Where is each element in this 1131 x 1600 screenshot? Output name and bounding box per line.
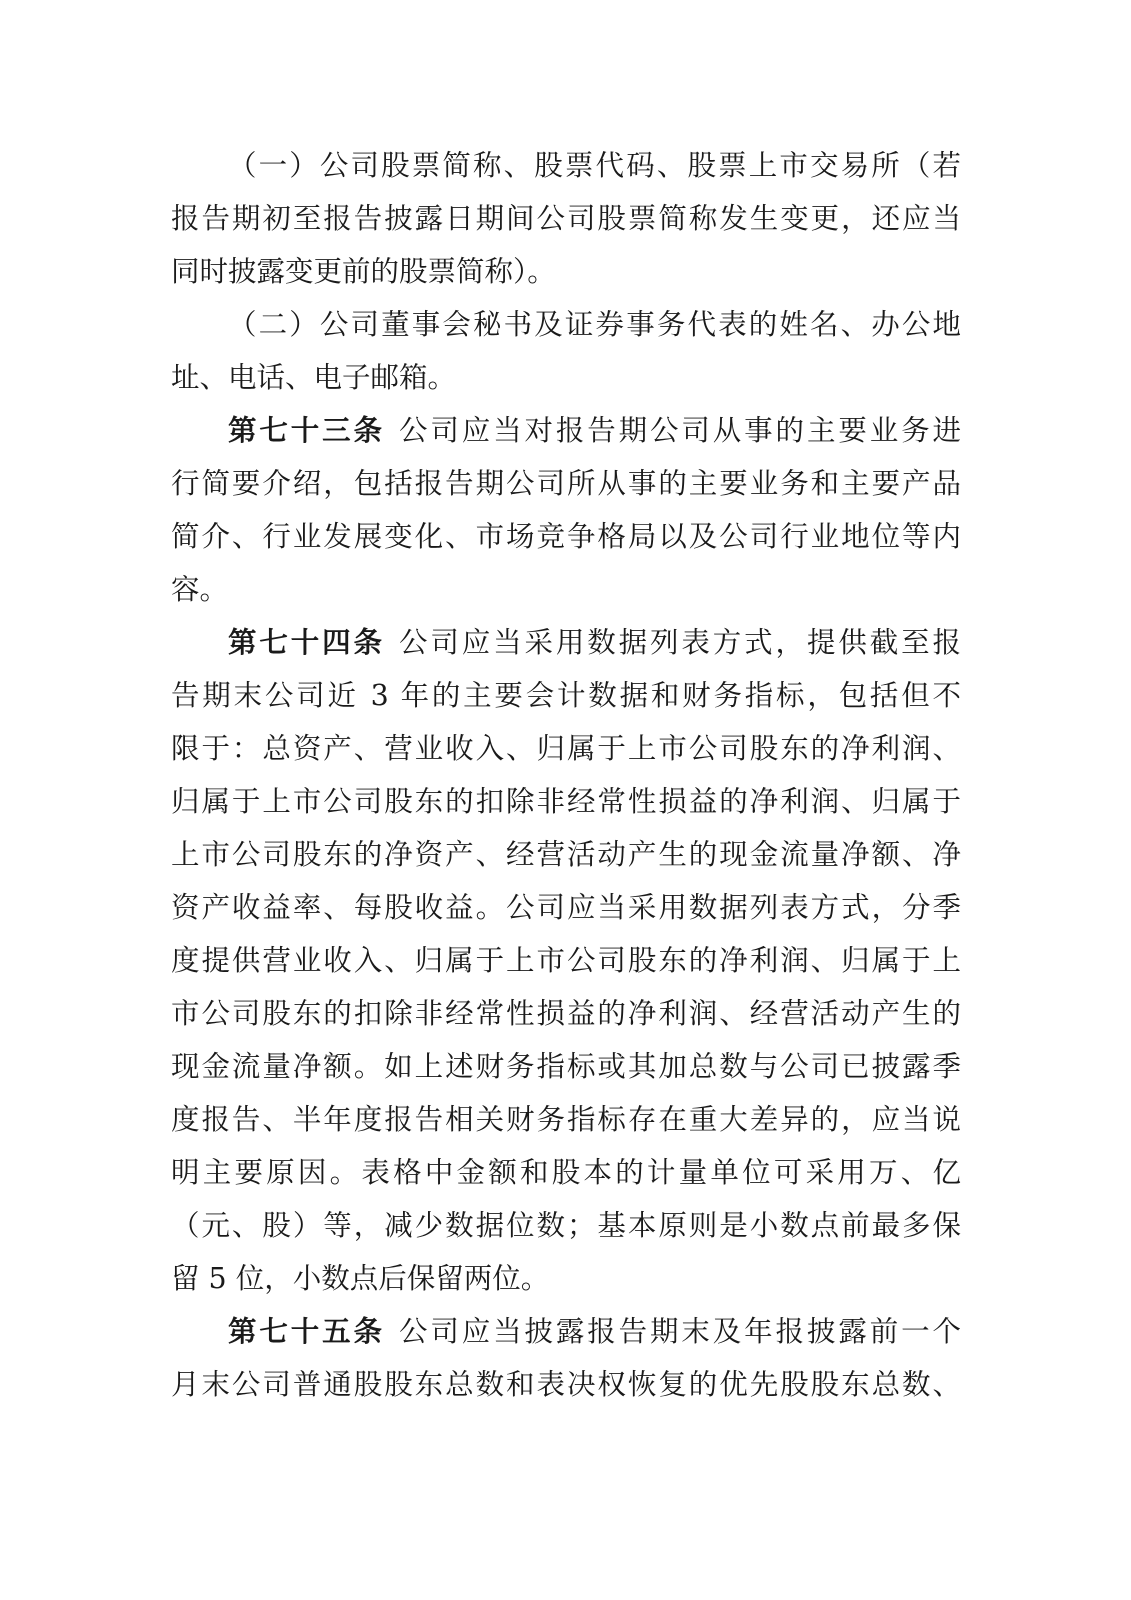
paragraph-1-line-1: （一）公司股票简称、股票代码、股票上市交易所（若 (228, 149, 961, 182)
article-74-heading: 第七十四条 (228, 626, 385, 659)
article-73-line-3: 简介、行业发展变化、市场竞争格局以及公司行业地位等内 (171, 520, 961, 553)
article-74-line-3: 限于：总资产、营业收入、归属于上市公司股东的净利润、 (171, 732, 961, 765)
article-73-line-4: 容。 (171, 573, 229, 606)
article-74-line-5: 上市公司股东的净资产、经营活动产生的现金流量净额、净 (171, 838, 961, 871)
article-74-line-9: 现金流量净额。如上述财务指标或其加总数与公司已披露季 (171, 1050, 961, 1083)
article-75-text: 公司应当披露报告期末及年报披露前一个 (398, 1315, 961, 1348)
article-74-line-13: 留 5 位，小数点后保留两位。 (171, 1262, 550, 1295)
paragraph-2-line-1: （二）公司董事会秘书及证券事务代表的姓名、办公地 (228, 308, 961, 341)
article-74-text: 公司应当采用数据列表方式，提供截至报 (398, 626, 961, 659)
article-73-heading: 第七十三条 (228, 414, 385, 447)
paragraph-2-line-2: 址、电话、电子邮箱。 (171, 361, 457, 394)
article-75-line-2: 月末公司普通股股东总数和表决权恢复的优先股股东总数、 (171, 1368, 961, 1401)
article-74-line-2: 告期末公司近 3 年的主要会计数据和财务指标，包括但不 (171, 679, 961, 712)
article-74-line-1 (228, 621, 961, 665)
paragraph-1-line-3: 同时披露变更前的股票简称）。 (171, 255, 556, 288)
article-74-line-4: 归属于上市公司股东的扣除非经常性损益的净利润、归属于 (171, 785, 961, 818)
article-75-heading: 第七十五条 (228, 1315, 385, 1348)
article-74-line-6: 资产收益率、每股收益。公司应当采用数据列表方式，分季 (171, 891, 961, 924)
article-74-line-8: 市公司股东的扣除非经常性损益的净利润、经营活动产生的 (171, 997, 961, 1030)
article-74-line-7: 度提供营业收入、归属于上市公司股东的净利润、归属于上 (171, 944, 961, 977)
article-74-line-11: 明主要原因。表格中金额和股本的计量单位可采用万、亿 (171, 1156, 961, 1189)
article-75-line-1 (228, 1310, 961, 1354)
article-74-line-10: 度报告、半年度报告相关财务指标存在重大差异的，应当说 (171, 1103, 961, 1136)
article-73-line-1 (228, 409, 961, 453)
article-73-line-2: 行简要介绍，包括报告期公司所从事的主要业务和主要产品 (171, 467, 961, 500)
article-73-text: 公司应当对报告期公司从事的主要业务进 (398, 414, 961, 447)
paragraph-1-line-2: 报告期初至报告披露日期间公司股票简称发生变更，还应当 (171, 202, 961, 235)
article-74-line-12: （元、股）等，减少数据位数；基本原则是小数点前最多保 (171, 1209, 961, 1242)
